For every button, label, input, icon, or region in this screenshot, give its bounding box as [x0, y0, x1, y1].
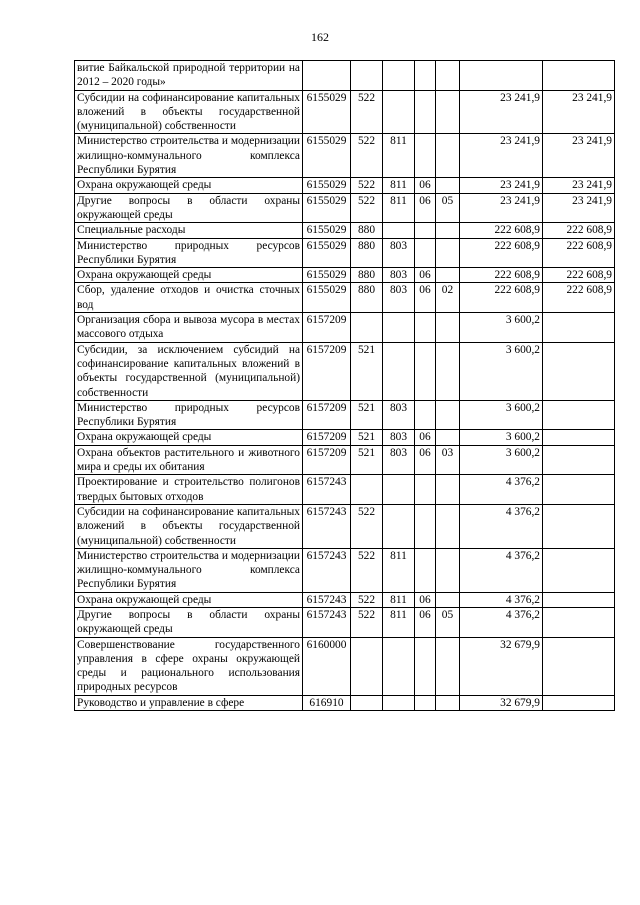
amount-federal: 23 241,9	[543, 178, 615, 193]
table-row	[75, 430, 615, 445]
section-code	[415, 400, 436, 430]
amount-federal	[543, 313, 615, 343]
target-article-code: 6157243	[303, 607, 351, 637]
amount-total: 222 608,9	[460, 283, 543, 313]
section-code	[415, 475, 436, 505]
ministry-code: 811	[383, 548, 415, 592]
row-name: Руководство и управление в сфере	[75, 695, 303, 710]
subsection-code	[436, 134, 460, 178]
ministry-code: 803	[383, 430, 415, 445]
amount-total: 23 241,9	[460, 134, 543, 178]
row-name: Субсидии на софинансирование капитальных вложений в объекты государственной (муниципальной) собственности	[75, 90, 303, 134]
table-row	[75, 475, 615, 505]
target-article-code: 6157209	[303, 400, 351, 430]
expense-type-code: 522	[351, 607, 383, 637]
row-name: Охрана окружающей среды	[75, 430, 303, 445]
amount-federal	[543, 504, 615, 548]
amount-federal	[543, 342, 615, 400]
amount-total: 3 600,2	[460, 430, 543, 445]
row-name: Субсидии на софинансирование капитальных вложений в объекты государственной (муниципальной) собственности	[75, 504, 303, 548]
amount-total: 3 600,2	[460, 313, 543, 343]
row-name: Охрана окружающей среды	[75, 592, 303, 607]
target-article-code: 6157209	[303, 313, 351, 343]
expense-type-code: 521	[351, 342, 383, 400]
subsection-code	[436, 475, 460, 505]
table-row	[75, 695, 615, 710]
expense-type-code	[351, 637, 383, 695]
amount-federal	[543, 637, 615, 695]
section-code: 06	[415, 592, 436, 607]
table-row	[75, 607, 615, 637]
table-row	[75, 342, 615, 400]
row-name: Специальные расходы	[75, 223, 303, 238]
row-name: Министерство природных ресурсов Республики Бурятия	[75, 238, 303, 268]
section-code	[415, 90, 436, 134]
amount-total: 4 376,2	[460, 504, 543, 548]
ministry-code	[383, 223, 415, 238]
subsection-code	[436, 178, 460, 193]
amount-total: 222 608,9	[460, 268, 543, 283]
amount-total: 4 376,2	[460, 607, 543, 637]
amount-federal	[543, 695, 615, 710]
subsection-code	[436, 313, 460, 343]
table-row	[75, 548, 615, 592]
ministry-code	[383, 475, 415, 505]
ministry-code: 803	[383, 400, 415, 430]
target-article-code: 6155029	[303, 283, 351, 313]
amount-total: 23 241,9	[460, 178, 543, 193]
section-code	[415, 313, 436, 343]
subsection-code: 02	[436, 283, 460, 313]
amount-federal	[543, 548, 615, 592]
expense-type-code: 521	[351, 445, 383, 475]
row-name: Совершенствование государственного управления в сфере охраны окружающей среды и рационального использования природных ресурсов	[75, 637, 303, 695]
section-code	[415, 695, 436, 710]
row-name: Другие вопросы в области охраны окружающей среды	[75, 607, 303, 637]
row-name: Охрана окружающей среды	[75, 178, 303, 193]
row-name: витие Байкальской природной территории на 2012 – 2020 годы»	[75, 61, 303, 91]
expense-type-code: 521	[351, 400, 383, 430]
amount-total: 3 600,2	[460, 400, 543, 430]
ministry-code	[383, 637, 415, 695]
row-name: Министерство строительства и модернизации жилищно-коммунального комплекса Республики Бурятия	[75, 548, 303, 592]
amount-federal	[543, 400, 615, 430]
target-article-code: 6157209	[303, 342, 351, 400]
target-article-code: 6157243	[303, 548, 351, 592]
ministry-code	[383, 90, 415, 134]
table-row	[75, 223, 615, 238]
subsection-code	[436, 223, 460, 238]
expense-type-code: 522	[351, 178, 383, 193]
section-code	[415, 61, 436, 91]
subsection-code	[436, 268, 460, 283]
amount-federal: 222 608,9	[543, 223, 615, 238]
subsection-code	[436, 637, 460, 695]
table-row	[75, 400, 615, 430]
section-code: 06	[415, 268, 436, 283]
ministry-code: 811	[383, 134, 415, 178]
target-article-code: 6155029	[303, 223, 351, 238]
amount-total: 4 376,2	[460, 592, 543, 607]
table-row	[75, 592, 615, 607]
target-article-code: 6155029	[303, 178, 351, 193]
target-article-code: 6157209	[303, 445, 351, 475]
ministry-code	[383, 313, 415, 343]
expense-type-code: 522	[351, 548, 383, 592]
subsection-code	[436, 400, 460, 430]
section-code: 06	[415, 430, 436, 445]
target-article-code: 6157209	[303, 430, 351, 445]
expense-type-code: 880	[351, 223, 383, 238]
subsection-code	[436, 342, 460, 400]
amount-federal: 222 608,9	[543, 268, 615, 283]
section-code: 06	[415, 178, 436, 193]
row-name: Сбор, удаление отходов и очистка сточных вод	[75, 283, 303, 313]
section-code	[415, 504, 436, 548]
amount-federal: 222 608,9	[543, 283, 615, 313]
expense-type-code: 880	[351, 238, 383, 268]
expense-type-code	[351, 61, 383, 91]
table-row	[75, 90, 615, 134]
section-code: 06	[415, 607, 436, 637]
amount-federal: 23 241,9	[543, 90, 615, 134]
amount-federal	[543, 475, 615, 505]
expense-type-code: 522	[351, 504, 383, 548]
table-row	[75, 445, 615, 475]
row-name: Проектирование и строительство полигонов твердых бытовых отходов	[75, 475, 303, 505]
row-name: Организация сбора и вывоза мусора в местах массового отдыха	[75, 313, 303, 343]
expense-type-code: 521	[351, 430, 383, 445]
target-article-code: 6155029	[303, 134, 351, 178]
section-code	[415, 134, 436, 178]
subsection-code	[436, 504, 460, 548]
row-name: Другие вопросы в области охраны окружающей среды	[75, 193, 303, 223]
amount-total: 32 679,9	[460, 695, 543, 710]
section-code	[415, 238, 436, 268]
subsection-code	[436, 430, 460, 445]
amount-federal	[543, 592, 615, 607]
subsection-code	[436, 238, 460, 268]
expense-type-code	[351, 313, 383, 343]
target-article-code	[303, 61, 351, 91]
section-code	[415, 548, 436, 592]
amount-total: 4 376,2	[460, 548, 543, 592]
section-code	[415, 223, 436, 238]
budget-table	[74, 60, 615, 711]
target-article-code: 6155029	[303, 268, 351, 283]
section-code	[415, 342, 436, 400]
ministry-code: 803	[383, 445, 415, 475]
target-article-code: 6155029	[303, 193, 351, 223]
amount-federal	[543, 607, 615, 637]
table-row	[75, 134, 615, 178]
amount-total: 23 241,9	[460, 193, 543, 223]
target-article-code: 6157243	[303, 592, 351, 607]
ministry-code: 803	[383, 283, 415, 313]
expense-type-code: 880	[351, 268, 383, 283]
subsection-code	[436, 592, 460, 607]
amount-total: 4 376,2	[460, 475, 543, 505]
table-row	[75, 637, 615, 695]
amount-federal	[543, 61, 615, 91]
section-code: 06	[415, 445, 436, 475]
row-name: Охрана окружающей среды	[75, 268, 303, 283]
expense-type-code: 522	[351, 134, 383, 178]
amount-federal: 222 608,9	[543, 238, 615, 268]
row-name: Министерство природных ресурсов Республики Бурятия	[75, 400, 303, 430]
section-code	[415, 637, 436, 695]
page-number: 162	[311, 30, 329, 44]
ministry-code	[383, 61, 415, 91]
target-article-code: 6155029	[303, 90, 351, 134]
amount-federal	[543, 430, 615, 445]
ministry-code: 811	[383, 193, 415, 223]
amount-total: 3 600,2	[460, 342, 543, 400]
target-article-code: 6157243	[303, 475, 351, 505]
table-row	[75, 61, 615, 91]
table-row	[75, 504, 615, 548]
ministry-code: 811	[383, 607, 415, 637]
section-code: 06	[415, 283, 436, 313]
row-name: Министерство строительства и модернизации жилищно-коммунального комплекса Республики Бурятия	[75, 134, 303, 178]
row-name: Охрана объектов растительного и животного мира и среды их обитания	[75, 445, 303, 475]
target-article-code: 6157243	[303, 504, 351, 548]
subsection-code: 03	[436, 445, 460, 475]
target-article-code: 616910	[303, 695, 351, 710]
table-row	[75, 193, 615, 223]
expense-type-code: 522	[351, 592, 383, 607]
ministry-code	[383, 504, 415, 548]
table-row	[75, 313, 615, 343]
expense-type-code: 880	[351, 283, 383, 313]
ministry-code	[383, 695, 415, 710]
subsection-code	[436, 90, 460, 134]
row-name: Субсидии, за исключением субсидий на софинансирование капитальных вложений в объекты государственной (муниципальной) собственности	[75, 342, 303, 400]
table-row	[75, 268, 615, 283]
target-article-code: 6160000	[303, 637, 351, 695]
ministry-code: 803	[383, 268, 415, 283]
amount-total	[460, 61, 543, 91]
amount-total: 3 600,2	[460, 445, 543, 475]
ministry-code: 811	[383, 592, 415, 607]
table-row	[75, 178, 615, 193]
amount-total: 222 608,9	[460, 223, 543, 238]
subsection-code	[436, 695, 460, 710]
expense-type-code	[351, 695, 383, 710]
subsection-code: 05	[436, 607, 460, 637]
ministry-code	[383, 342, 415, 400]
subsection-code: 05	[436, 193, 460, 223]
target-article-code: 6155029	[303, 238, 351, 268]
subsection-code	[436, 61, 460, 91]
amount-total: 23 241,9	[460, 90, 543, 134]
ministry-code: 811	[383, 178, 415, 193]
ministry-code: 803	[383, 238, 415, 268]
amount-total: 222 608,9	[460, 238, 543, 268]
expense-type-code: 522	[351, 193, 383, 223]
amount-total: 32 679,9	[460, 637, 543, 695]
expense-type-code: 522	[351, 90, 383, 134]
amount-federal: 23 241,9	[543, 193, 615, 223]
subsection-code	[436, 548, 460, 592]
amount-federal	[543, 445, 615, 475]
expense-type-code	[351, 475, 383, 505]
table-row	[75, 238, 615, 268]
amount-federal: 23 241,9	[543, 134, 615, 178]
table-row	[75, 283, 615, 313]
section-code: 06	[415, 193, 436, 223]
